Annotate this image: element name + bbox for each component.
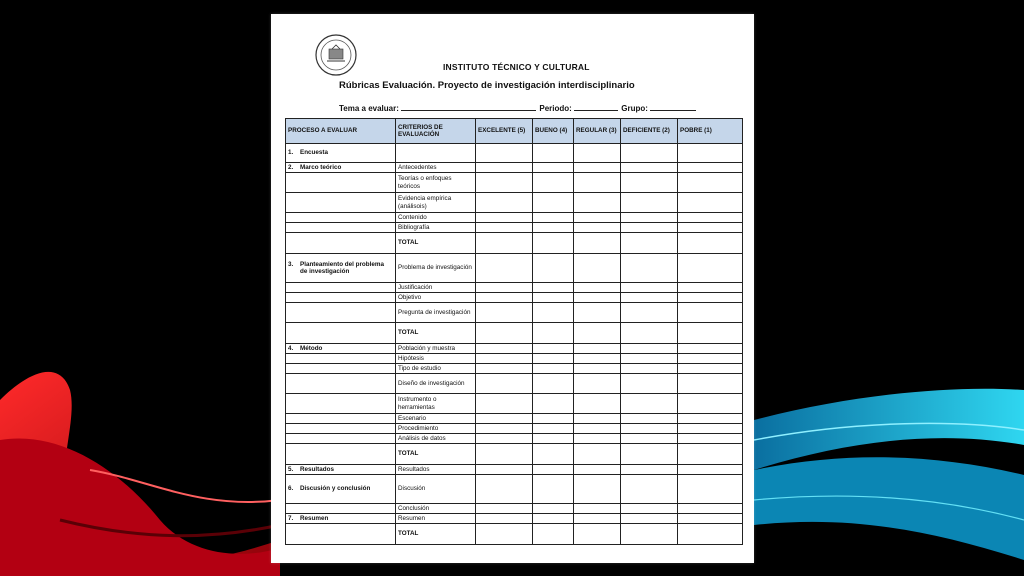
proceso-cell [286, 283, 396, 293]
score-cell[interactable] [678, 444, 743, 465]
score-cell[interactable] [678, 364, 743, 374]
proceso-cell [286, 213, 396, 223]
table-row [286, 254, 743, 283]
score-cell[interactable] [476, 394, 533, 414]
score-cell[interactable] [533, 514, 574, 524]
score-cell[interactable] [621, 514, 678, 524]
score-cell[interactable] [678, 354, 743, 364]
total-row [286, 233, 743, 254]
criterio-cell: Población y muestra [396, 344, 476, 354]
score-cell[interactable] [574, 524, 621, 545]
score-cell[interactable] [678, 303, 743, 323]
proceso-cell [286, 303, 396, 323]
total-row [286, 444, 743, 465]
score-cell[interactable] [621, 414, 678, 424]
score-cell[interactable] [476, 434, 533, 444]
criterio-cell: TOTAL [396, 444, 476, 465]
proceso-number: 7. [288, 514, 294, 522]
proceso-cell [286, 514, 396, 524]
score-cell[interactable] [621, 233, 678, 254]
rubric-document-page [271, 14, 754, 563]
score-cell[interactable] [621, 254, 678, 283]
proceso-label: Resultados [300, 465, 334, 473]
score-cell[interactable] [574, 193, 621, 213]
periodo-label: Periodo: [539, 104, 572, 113]
score-cell[interactable] [678, 144, 743, 163]
score-cell[interactable] [678, 173, 743, 193]
score-cell[interactable] [574, 303, 621, 323]
score-cell[interactable] [621, 283, 678, 293]
score-cell[interactable] [678, 475, 743, 504]
column-header: DEFICIENTE (2) [621, 119, 678, 144]
score-cell[interactable] [533, 283, 574, 293]
score-cell[interactable] [574, 374, 621, 394]
criterio-cell: TOTAL [396, 233, 476, 254]
score-cell[interactable] [678, 394, 743, 414]
proceso-cell [286, 193, 396, 213]
criterio-cell: Justificación [396, 283, 476, 293]
score-cell[interactable] [476, 303, 533, 323]
score-cell[interactable] [476, 163, 533, 173]
criterio-cell: Resumen [396, 514, 476, 524]
table-body [286, 144, 743, 545]
criterio-cell: Tipo de estudio [396, 364, 476, 374]
score-cell[interactable] [574, 424, 621, 434]
score-cell[interactable] [621, 424, 678, 434]
score-cell[interactable] [533, 193, 574, 213]
score-cell[interactable] [678, 344, 743, 354]
score-cell[interactable] [678, 254, 743, 283]
table-row [286, 475, 743, 504]
institution-seal-logo-icon [314, 33, 358, 77]
proceso-label: Discusión y conclusión [300, 485, 371, 493]
proceso-number: 5. [288, 465, 294, 473]
table-row [286, 504, 743, 514]
proceso-cell [286, 475, 396, 504]
score-cell[interactable] [533, 504, 574, 514]
score-cell[interactable] [533, 303, 574, 323]
score-cell[interactable] [533, 323, 574, 344]
table-header-row [286, 119, 743, 144]
proceso-cell [286, 293, 396, 303]
score-cell[interactable] [678, 524, 743, 545]
criterio-cell [396, 144, 476, 163]
score-cell[interactable] [621, 394, 678, 414]
criterio-cell: TOTAL [396, 323, 476, 344]
proceso-cell [286, 394, 396, 414]
score-cell[interactable] [476, 233, 533, 254]
proceso-cell [286, 444, 396, 465]
score-cell[interactable] [621, 144, 678, 163]
score-cell[interactable] [621, 364, 678, 374]
score-cell[interactable] [476, 514, 533, 524]
score-cell[interactable] [476, 504, 533, 514]
score-cell[interactable] [574, 344, 621, 354]
proceso-cell [286, 374, 396, 394]
score-cell[interactable] [574, 144, 621, 163]
score-cell[interactable] [476, 354, 533, 364]
table-row [286, 354, 743, 364]
table-row [286, 173, 743, 193]
score-cell[interactable] [574, 293, 621, 303]
score-cell[interactable] [574, 233, 621, 254]
score-cell[interactable] [533, 254, 574, 283]
proceso-number: 6. [288, 485, 294, 493]
score-cell[interactable] [574, 394, 621, 414]
criterio-cell: Procedimiento [396, 424, 476, 434]
score-cell[interactable] [621, 434, 678, 444]
score-cell[interactable] [533, 394, 574, 414]
score-cell[interactable] [574, 354, 621, 364]
periodo-blank[interactable] [574, 102, 618, 111]
proceso-number: 4. [288, 344, 294, 352]
criterio-cell: Resultados [396, 465, 476, 475]
proceso-cell [286, 344, 396, 354]
proceso-cell [286, 233, 396, 254]
table-row [286, 424, 743, 434]
score-cell[interactable] [678, 163, 743, 173]
criterio-cell: Evidencia empírica (análisois) [396, 193, 476, 213]
proceso-label: Encuesta [300, 149, 328, 157]
criterio-cell: TOTAL [396, 524, 476, 545]
column-header: BUENO (4) [533, 119, 574, 144]
score-cell[interactable] [678, 233, 743, 254]
column-header: PROCESO A EVALUAR [286, 119, 396, 144]
table-row [286, 213, 743, 223]
proceso-label: Método [300, 344, 323, 352]
criterio-cell: Pregunta de investigación [396, 303, 476, 323]
proceso-cell [286, 173, 396, 193]
score-cell[interactable] [476, 344, 533, 354]
column-header: REGULAR (3) [574, 119, 621, 144]
score-cell[interactable] [476, 475, 533, 504]
tema-label: Tema a evaluar: [339, 104, 399, 113]
score-cell[interactable] [678, 465, 743, 475]
tema-blank[interactable] [401, 102, 536, 111]
score-cell[interactable] [476, 524, 533, 545]
score-cell[interactable] [621, 465, 678, 475]
table-row [286, 283, 743, 293]
score-cell[interactable] [533, 444, 574, 465]
table-row [286, 193, 743, 213]
score-cell[interactable] [574, 434, 621, 444]
score-cell[interactable] [621, 354, 678, 364]
score-cell[interactable] [476, 424, 533, 434]
score-cell[interactable] [533, 213, 574, 223]
score-cell[interactable] [476, 465, 533, 475]
score-cell[interactable] [621, 303, 678, 323]
score-cell[interactable] [574, 514, 621, 524]
score-cell[interactable] [533, 475, 574, 504]
score-cell[interactable] [574, 475, 621, 504]
score-cell[interactable] [678, 283, 743, 293]
score-cell[interactable] [533, 144, 574, 163]
table-row [286, 394, 743, 414]
score-cell[interactable] [533, 414, 574, 424]
score-cell[interactable] [678, 514, 743, 524]
proceso-cell [286, 323, 396, 344]
score-cell[interactable] [621, 444, 678, 465]
column-header: CRITERIOS DE EVALUACIÓN [396, 119, 476, 144]
score-cell[interactable] [476, 364, 533, 374]
total-row [286, 323, 743, 344]
score-cell[interactable] [476, 323, 533, 344]
proceso-number: 3. [288, 260, 294, 268]
score-cell[interactable] [621, 504, 678, 514]
proceso-cell [286, 144, 396, 163]
score-cell[interactable] [533, 465, 574, 475]
score-cell[interactable] [678, 223, 743, 233]
score-cell[interactable] [476, 223, 533, 233]
proceso-number: 2. [288, 163, 294, 171]
proceso-cell [286, 424, 396, 434]
score-cell[interactable] [476, 283, 533, 293]
form-fields-line [339, 102, 697, 113]
proceso-label: Resumen [300, 514, 329, 522]
score-cell[interactable] [678, 293, 743, 303]
score-cell[interactable] [476, 144, 533, 163]
score-cell[interactable] [476, 414, 533, 424]
criterio-cell: Problema de investigación [396, 254, 476, 283]
score-cell[interactable] [574, 444, 621, 465]
score-cell[interactable] [678, 213, 743, 223]
score-cell[interactable] [678, 434, 743, 444]
institution-name: INSTITUTO TÉCNICO Y CULTURAL [443, 62, 590, 72]
score-cell[interactable] [476, 444, 533, 465]
table-row [286, 414, 743, 424]
score-cell[interactable] [476, 213, 533, 223]
score-cell[interactable] [621, 374, 678, 394]
score-cell[interactable] [533, 163, 574, 173]
score-cell[interactable] [533, 364, 574, 374]
criterio-cell: Análisis de datos [396, 434, 476, 444]
score-cell[interactable] [621, 213, 678, 223]
criterio-cell: Antecedentes [396, 163, 476, 173]
table-row [286, 374, 743, 394]
score-cell[interactable] [574, 163, 621, 173]
criterio-cell: Diseño de investigación [396, 374, 476, 394]
score-cell[interactable] [533, 424, 574, 434]
score-cell[interactable] [574, 223, 621, 233]
score-cell[interactable] [533, 434, 574, 444]
score-cell[interactable] [574, 254, 621, 283]
proceso-label: Planteamiento del problema de investigación [300, 260, 384, 275]
score-cell[interactable] [476, 254, 533, 283]
grupo-label: Grupo: [621, 104, 648, 113]
table-row [286, 364, 743, 374]
table-row [286, 465, 743, 475]
score-cell[interactable] [533, 374, 574, 394]
score-cell[interactable] [476, 173, 533, 193]
criterio-cell: Instrumento o herramientas [396, 394, 476, 414]
table-row [286, 344, 743, 354]
score-cell[interactable] [621, 193, 678, 213]
table-row [286, 223, 743, 233]
score-cell[interactable] [621, 475, 678, 504]
criterio-cell: Objetivo [396, 293, 476, 303]
score-cell[interactable] [621, 223, 678, 233]
score-cell[interactable] [621, 293, 678, 303]
proceso-cell [286, 465, 396, 475]
score-cell[interactable] [621, 163, 678, 173]
score-cell[interactable] [678, 424, 743, 434]
table-row [286, 514, 743, 524]
table-row [286, 163, 743, 173]
score-cell[interactable] [574, 213, 621, 223]
criterio-cell: Teorías o enfoques teóricos [396, 173, 476, 193]
proceso-cell [286, 364, 396, 374]
score-cell[interactable] [678, 323, 743, 344]
score-cell[interactable] [621, 524, 678, 545]
total-row [286, 524, 743, 545]
score-cell[interactable] [678, 504, 743, 514]
criterio-cell: Hipótesis [396, 354, 476, 364]
table-row [286, 434, 743, 444]
rubric-table [285, 118, 743, 545]
score-cell[interactable] [533, 223, 574, 233]
table-row [286, 293, 743, 303]
score-cell[interactable] [621, 173, 678, 193]
column-header: EXCELENTE (5) [476, 119, 533, 144]
score-cell[interactable] [476, 374, 533, 394]
proceso-cell [286, 434, 396, 444]
score-cell[interactable] [574, 465, 621, 475]
grupo-blank[interactable] [650, 102, 696, 111]
score-cell[interactable] [533, 354, 574, 364]
score-cell[interactable] [621, 323, 678, 344]
proceso-cell [286, 223, 396, 233]
proceso-cell [286, 163, 396, 173]
score-cell[interactable] [533, 293, 574, 303]
criterio-cell: Discusión [396, 475, 476, 504]
score-cell[interactable] [574, 364, 621, 374]
score-cell[interactable] [574, 173, 621, 193]
document-title: Rúbricas Evaluación. Proyecto de investigación interdisciplinario [339, 80, 635, 91]
table-row [286, 144, 743, 163]
proceso-cell [286, 254, 396, 283]
score-cell[interactable] [533, 173, 574, 193]
score-cell[interactable] [678, 193, 743, 213]
score-cell[interactable] [533, 344, 574, 354]
criterio-cell: Bibliografía [396, 223, 476, 233]
proceso-cell [286, 354, 396, 364]
score-cell[interactable] [574, 414, 621, 424]
score-cell[interactable] [678, 374, 743, 394]
criterio-cell: Escenario [396, 414, 476, 424]
criterio-cell: Contenido [396, 213, 476, 223]
criterio-cell: Conclusión [396, 504, 476, 514]
score-cell[interactable] [476, 193, 533, 213]
proceso-number: 1. [288, 149, 294, 157]
column-header: POBRE (1) [678, 119, 743, 144]
proceso-cell [286, 414, 396, 424]
table-row [286, 303, 743, 323]
score-cell[interactable] [533, 524, 574, 545]
score-cell[interactable] [574, 504, 621, 514]
score-cell[interactable] [533, 233, 574, 254]
proceso-cell [286, 504, 396, 514]
score-cell[interactable] [574, 323, 621, 344]
proceso-label: Marco teórico [300, 163, 342, 171]
score-cell[interactable] [678, 414, 743, 424]
score-cell[interactable] [574, 283, 621, 293]
proceso-cell [286, 524, 396, 545]
score-cell[interactable] [621, 344, 678, 354]
score-cell[interactable] [476, 293, 533, 303]
